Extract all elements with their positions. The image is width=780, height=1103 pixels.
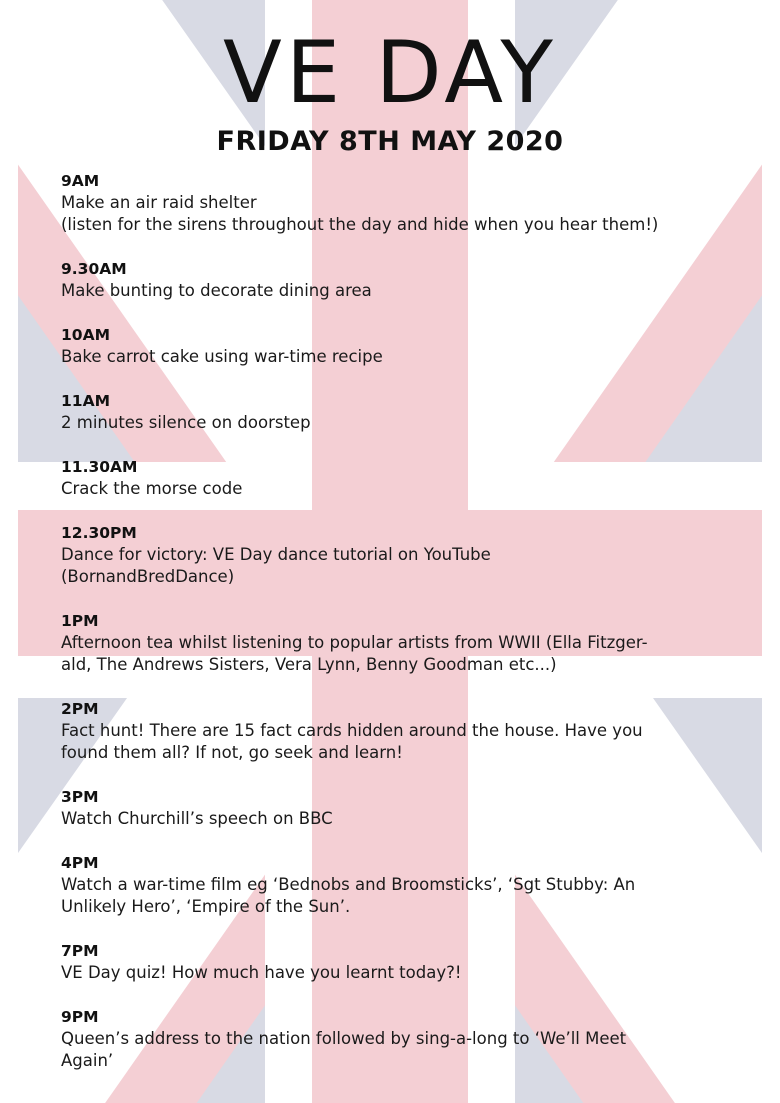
entry-description: 2 minutes silence on doorstep — [61, 413, 311, 432]
entry-time: 3PM — [61, 788, 99, 806]
schedule-entry — [61, 390, 741, 434]
entry-time: 4PM — [61, 854, 99, 872]
entry-time: 11AM — [61, 392, 110, 410]
page-title: VE DAY — [223, 23, 557, 123]
entry-description: Watch a war-time film eg ‘Bednobs and Broomsticks’, ‘Sgt Stubby: An Unlikely Hero’, ‘Empire of the Sun’. — [61, 875, 636, 916]
entry-time: 9AM — [61, 172, 100, 190]
entry-time: 10AM — [61, 326, 110, 344]
entry-time: 7PM — [61, 942, 99, 960]
schedule-entry — [61, 170, 741, 236]
entry-description: Fact hunt! There are 15 fact cards hidden around the house. Have you found them all? If not, go seek and learn! — [61, 721, 643, 762]
entry-description: Make bunting to decorate dining area — [61, 281, 372, 300]
entry-description: Make an air raid shelter (listen for the sirens throughout the day and hide when you hear them!) — [61, 193, 659, 234]
entry-description: Afternoon tea whilst listening to popular artists from WWII (Ella Fitzger- ald, The Andrews Sisters, Vera Lynn, Benny Goodman etc...) — [61, 633, 648, 674]
entry-description: Crack the morse code — [61, 479, 243, 498]
schedule-entry — [61, 698, 741, 764]
entry-description: VE Day quiz! How much have you learnt today?! — [61, 963, 462, 982]
schedule-entry — [61, 610, 741, 676]
entry-time: 12.30PM — [61, 524, 137, 542]
entry-time: 11.30AM — [61, 458, 138, 476]
event-date: FRIDAY 8TH MAY 2020 — [216, 126, 564, 157]
schedule-entry — [61, 852, 741, 918]
schedule-entry — [61, 1006, 741, 1072]
schedule-entry — [61, 940, 741, 984]
entry-time: 9.30AM — [61, 260, 127, 278]
entry-time: 9PM — [61, 1008, 99, 1026]
entry-description: Bake carrot cake using war-time recipe — [61, 347, 383, 366]
schedule-entry — [61, 324, 741, 368]
schedule-list — [61, 170, 741, 1072]
right-margin — [762, 0, 780, 1103]
entry-description: Dance for victory: VE Day dance tutorial on YouTube (BornandBredDance) — [61, 545, 491, 586]
schedule-entry — [61, 258, 741, 302]
entry-description: Watch Churchill’s speech on BBC — [61, 809, 333, 828]
schedule-entry — [61, 522, 741, 588]
schedule-entry — [61, 456, 741, 500]
entry-time: 1PM — [61, 612, 99, 630]
left-margin — [0, 0, 18, 1103]
schedule-entry — [61, 786, 741, 830]
entry-time: 2PM — [61, 700, 99, 718]
entry-description: Queen’s address to the nation followed by sing-a-long to ‘We’ll Meet Again’ — [61, 1029, 627, 1070]
